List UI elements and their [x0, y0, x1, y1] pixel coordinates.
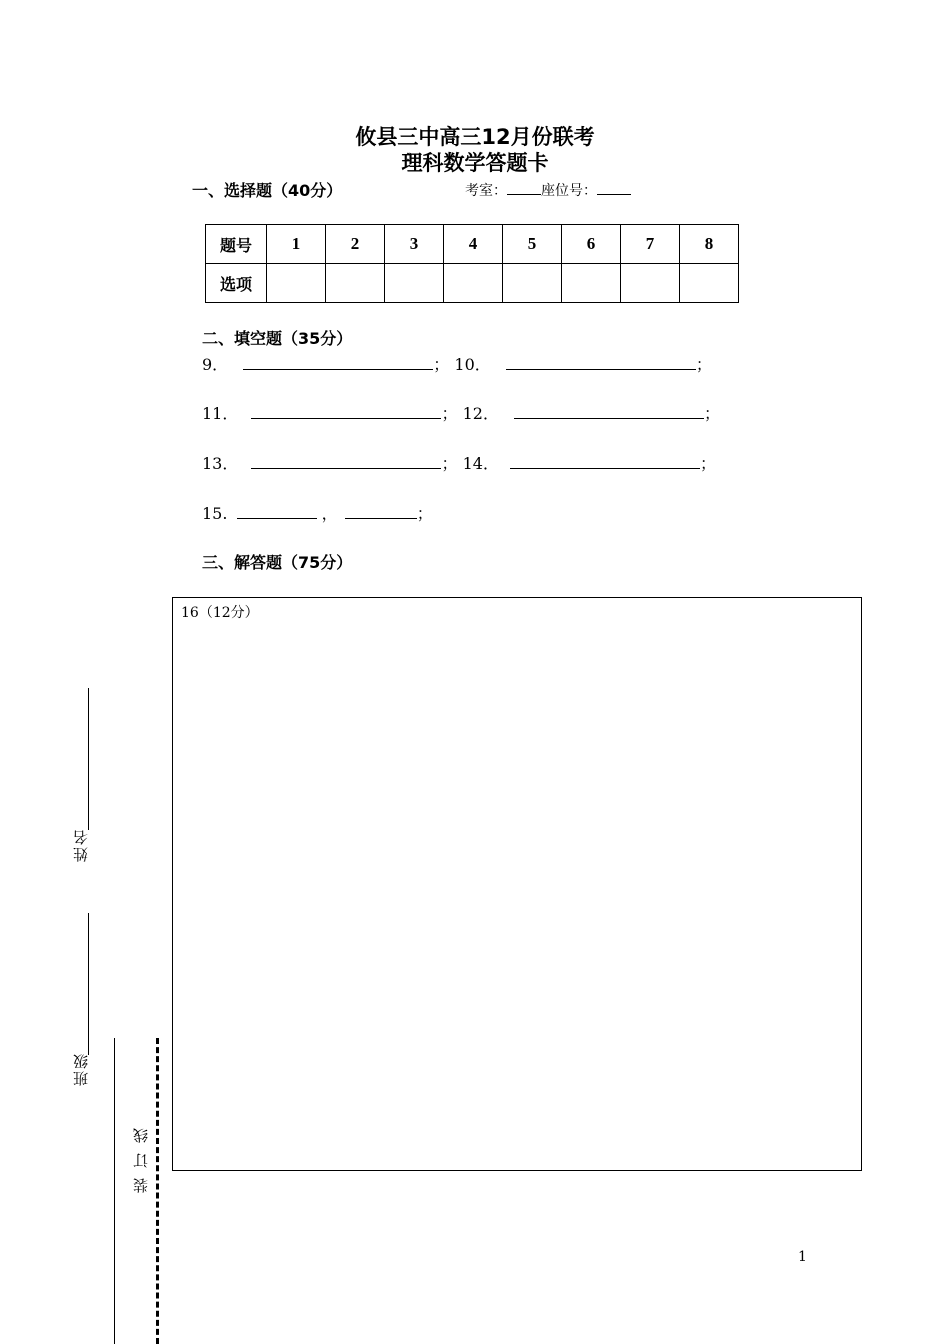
table-row-answers [206, 264, 739, 303]
q13-answer-blank[interactable] [251, 454, 441, 469]
q12-answer-blank[interactable] [514, 404, 704, 419]
section-3-heading: 三、解答题（75分） [202, 553, 353, 572]
answer-cell-5[interactable] [503, 264, 562, 303]
exam-room-field[interactable] [465, 180, 631, 200]
q15-answer-blank-2[interactable] [345, 504, 417, 519]
binding-dashed-line [156, 1038, 159, 1344]
section-2-heading: 二、填空题（35分） [202, 329, 353, 348]
q14-answer-blank[interactable] [510, 454, 700, 469]
q14-separator: ； [700, 454, 717, 473]
answer-box-q16[interactable] [172, 597, 862, 1171]
q10-separator: ； [695, 355, 712, 374]
binding-line-label: 装订线 [132, 1118, 150, 1193]
q13-separator: ； [441, 454, 458, 473]
name-line [88, 688, 89, 830]
q10-answer-blank[interactable] [506, 355, 696, 370]
answer-cell-3[interactable] [385, 264, 444, 303]
q12-label: 12． [462, 404, 499, 423]
q13-label: 13． [202, 454, 239, 473]
page-number: 1 [798, 1249, 807, 1265]
section-1-heading: 一、选择题（40分） [192, 181, 343, 200]
q9-separator: ； [433, 355, 450, 374]
q14-label: 14． [462, 454, 499, 473]
answer-cell-4[interactable] [444, 264, 503, 303]
answer-cell-8[interactable] [680, 264, 739, 303]
seat-label: 座位号： [541, 183, 597, 199]
q16-label: 16（12分） [181, 605, 259, 621]
question-number-2: 2 [326, 225, 385, 264]
table-header-question-number: 题号 [206, 225, 267, 264]
exam-room-blank[interactable] [507, 180, 541, 195]
class-line [88, 913, 89, 1055]
answer-cell-2[interactable] [326, 264, 385, 303]
q12-separator: ； [704, 404, 721, 423]
question-number-1: 1 [267, 225, 326, 264]
page-title: 攸县三中高三12月份联考 [355, 125, 595, 149]
answer-cell-6[interactable] [562, 264, 621, 303]
q15-separator: ； [416, 504, 433, 523]
multiple-choice-table [205, 224, 739, 303]
fill-row-15 [202, 501, 433, 524]
exam-room-label: 考室： [465, 183, 507, 199]
question-number-3: 3 [385, 225, 444, 264]
seat-blank[interactable] [597, 180, 631, 195]
q11-answer-blank[interactable] [251, 404, 441, 419]
q10-label: 10． [454, 355, 491, 374]
q9-label: 9． [202, 355, 229, 374]
q9-answer-blank[interactable] [243, 355, 433, 370]
name-label: 姓名 [72, 828, 90, 862]
q15-answer-blank-1[interactable] [237, 504, 317, 519]
table-header-option: 选项 [206, 264, 267, 303]
question-number-8: 8 [680, 225, 739, 264]
q15-comma: ， [321, 504, 338, 523]
answer-cell-1[interactable] [267, 264, 326, 303]
question-number-4: 4 [444, 225, 503, 264]
table-row-numbers [206, 225, 739, 264]
page-subtitle: 理科数学答题卡 [401, 151, 549, 175]
q11-separator: ； [441, 404, 458, 423]
answer-cell-7[interactable] [621, 264, 680, 303]
question-number-5: 5 [503, 225, 562, 264]
class-label: 班级 [72, 1052, 90, 1086]
fill-row-9-10 [202, 352, 712, 375]
q15-label: 15. [202, 504, 228, 523]
fill-row-11-12 [202, 401, 720, 424]
question-number-6: 6 [562, 225, 621, 264]
q11-label: 11． [202, 404, 239, 423]
binding-solid-line [114, 1038, 115, 1344]
fill-row-13-14 [202, 451, 716, 474]
question-number-7: 7 [621, 225, 680, 264]
